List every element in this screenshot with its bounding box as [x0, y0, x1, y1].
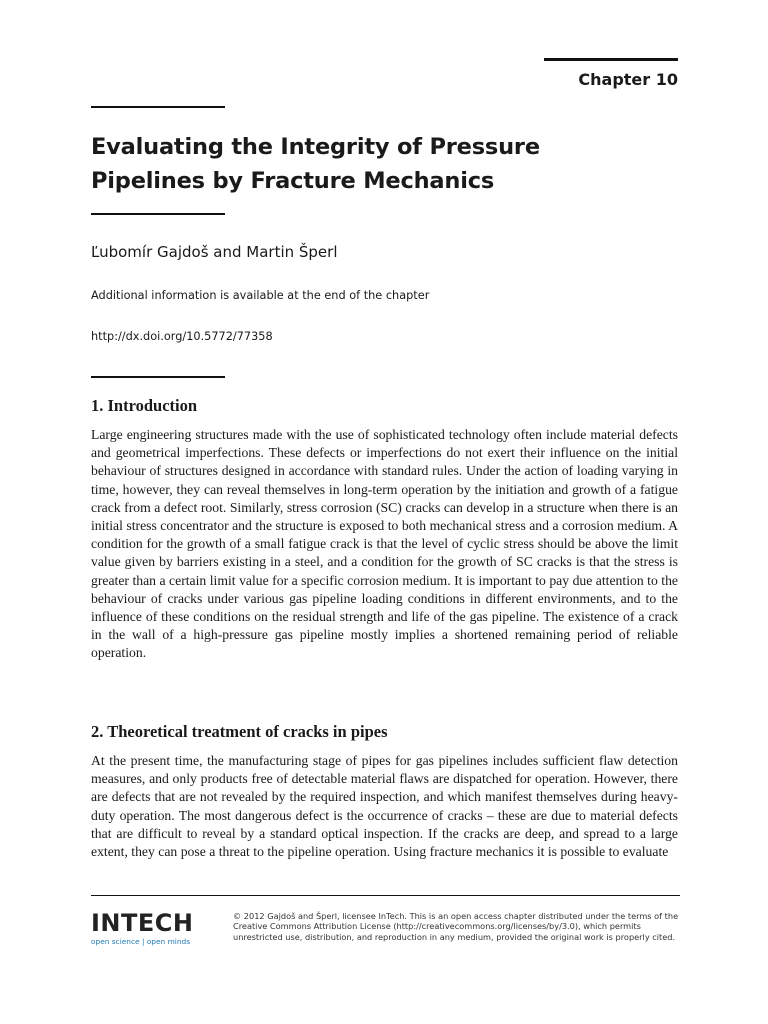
section-divider-rule — [91, 376, 225, 378]
title-bottom-rule — [91, 213, 225, 215]
doi-link[interactable]: http://dx.doi.org/10.5772/77358 — [91, 330, 273, 343]
intech-logo-wordmark: INTECH — [91, 909, 194, 937]
chapter-title-line-1: Evaluating the Integrity of Pressure — [91, 134, 540, 160]
chapter-top-rule — [544, 58, 678, 61]
section-body-theoretical-treatment: At the present time, the manufacturing stage of pipes for gas pipelines includes sufficient flaw detection measures, and only products free of detectable material flaws are dispatched for operation. However, there are defects that are not revealed by the required inspection, and which manifest themselves during heavy-duty operation. The most dangerous defect is the occurrence of cracks – these are due to material defects that are difficult to reveal by a standard optical inspection. If the cracks are deep, and spread to a large extent, they can pose a threat to the pipeline operation. Using fracture mechanics it is possible to evaluate — [91, 753, 678, 860]
chapter-title — [91, 130, 651, 198]
section-heading-introduction: 1. Introduction — [91, 396, 198, 415]
intech-logo-tagline: open science | open minds — [91, 937, 191, 946]
chapter-title-line-2: Pipelines by Fracture Mechanics — [91, 168, 495, 194]
title-top-rule — [91, 106, 225, 108]
footer-rule — [91, 895, 680, 896]
section-body-introduction: Large engineering structures made with the use of sophisticated technology often include material defects and geometrical imperfections. These defects or imperfections do not exert their influence on the initial behaviour of structures designed in accordance with standard rules. Under the action of loading varying in time, however, they can reveal themselves in long-term operation by the initiation and growth of a fatigue crack from a defect root. Similarly, stress corrosion (SC) cracks can develop in a structure when there is an initial stress concentrator and the structure is exposed to both mechanical stress and a corrosion medium. A condition for the growth of a small fatigue crack is that the level of cyclic stress should be above the limit value given by barriers existing in a steel, and a condition for the growth of SC cracks is that the stress is greater than a certain limit value for a specific corrosion medium. It is important to pay due attention to the behaviour of cracks under various gas pipeline loading conditions in different environments, and to the influence of these conditions on the residual strength and life of the gas pipeline. The existence of a crack in the wall of a high-pressure gas pipeline mostly implies a shortened remaining period of reliable operation. — [91, 427, 678, 661]
additional-info-note: Additional information is available at the end of the chapter — [91, 289, 430, 302]
license-notice: © 2012 Gajdoš and Šperl, licensee InTech. This is an open access chapter distributed under the terms of the Creative Commons Attribution License (http://creativecommons.org/licenses/by/3.0), which permits unrestricted use, distribution, and reproduction in any medium, provided the original work is properly cited. — [233, 911, 679, 942]
intech-logo — [91, 910, 201, 946]
chapter-label: Chapter 10 — [578, 70, 678, 89]
section-heading-theoretical-treatment: 2. Theoretical treatment of cracks in pipes — [91, 722, 388, 741]
authors: Ľubomír Gajdoš and Martin Šperl — [91, 243, 338, 261]
